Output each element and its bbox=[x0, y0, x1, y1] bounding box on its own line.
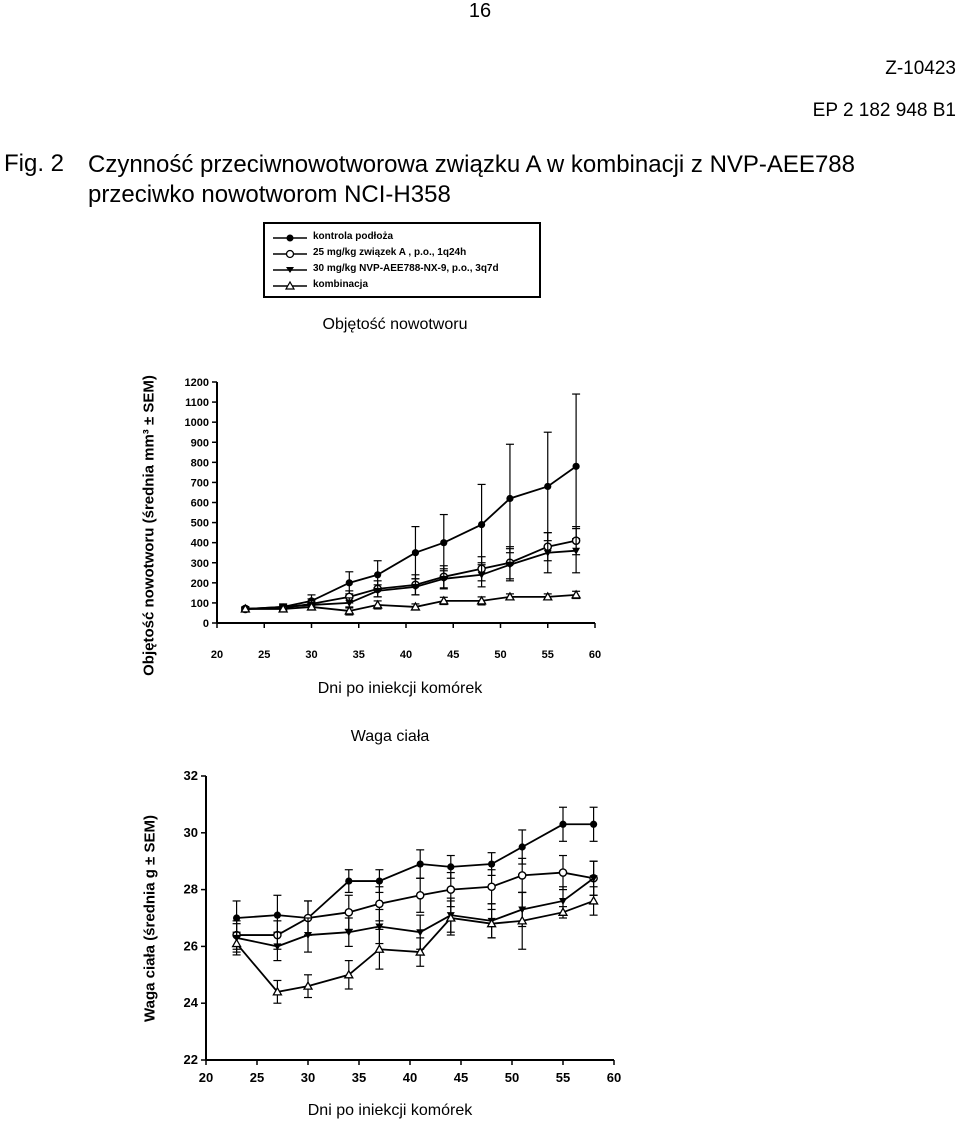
wt-x-tick-label: 45 bbox=[453, 1070, 469, 1085]
point-filled-circle bbox=[412, 549, 419, 556]
publication-number: EP 2 182 948 B1 bbox=[812, 100, 956, 121]
chart2-title: Waga ciała bbox=[350, 728, 430, 745]
point-filled-circle bbox=[573, 463, 580, 470]
vol-series-line bbox=[245, 595, 576, 611]
point-filled-circle bbox=[374, 571, 381, 578]
wt-x-tick-label: 55 bbox=[555, 1070, 571, 1085]
vol-series-0 bbox=[241, 394, 580, 612]
wt-y-tick-label: 26 bbox=[183, 938, 198, 954]
body-weight-chart bbox=[160, 764, 630, 1094]
wt-x-tick-label: 35 bbox=[351, 1070, 367, 1085]
point-open-triangle bbox=[233, 940, 241, 947]
point-filled-circle bbox=[447, 863, 454, 870]
wt-x-tick-label: 60 bbox=[606, 1070, 622, 1085]
legend-label: 30 mg/kg NVP-AEE788-NX-9, p.o., 3q7d bbox=[313, 263, 499, 274]
vol-x-tick-label: 25 bbox=[258, 649, 271, 661]
wt-x-tick-label: 20 bbox=[198, 1070, 214, 1085]
wt-y-tick-label: 28 bbox=[183, 881, 198, 897]
tumor-volume-chart bbox=[170, 368, 620, 678]
point-open-circle bbox=[345, 909, 352, 916]
wt-y-tick-label: 30 bbox=[183, 824, 198, 840]
point-open-circle bbox=[488, 883, 495, 890]
legend-label: 25 mg/kg związek A , p.o., 1q24h bbox=[313, 247, 467, 258]
vol-x-tick-label: 60 bbox=[588, 649, 602, 661]
wt-series-line bbox=[237, 873, 594, 935]
vol-y-tick-label: 0 bbox=[202, 618, 209, 630]
legend-marker-filled-triangle bbox=[271, 262, 309, 278]
document-id: Z-10423 bbox=[885, 58, 956, 79]
vol-series-1 bbox=[241, 527, 580, 613]
point-filled-circle bbox=[274, 912, 281, 919]
legend-label: kombinacja bbox=[313, 279, 369, 290]
point-filled-circle bbox=[345, 877, 352, 884]
wt-series-3 bbox=[233, 887, 598, 1003]
point-filled-circle bbox=[590, 821, 597, 828]
vol-y-tick-label: 100 bbox=[190, 597, 209, 610]
vol-y-tick-label: 900 bbox=[190, 437, 209, 450]
vol-series-2 bbox=[241, 529, 580, 613]
figure-title-line1: Czynność przeciwnowotworowa związku A w kombinacji z NVP-AEE788 bbox=[88, 151, 855, 178]
vol-y-tick-label: 1000 bbox=[184, 417, 209, 430]
vol-y-tick-label: 400 bbox=[190, 537, 209, 550]
point-filled-circle bbox=[488, 860, 495, 867]
vol-x-tick-label: 50 bbox=[494, 649, 507, 661]
point-filled-circle bbox=[346, 579, 353, 586]
point-open-circle bbox=[559, 869, 566, 876]
point-filled-circle bbox=[376, 877, 383, 884]
chart2-x-axis-label: Dni po iniekcji komórek bbox=[307, 1102, 473, 1119]
vol-y-tick-label: 300 bbox=[190, 557, 209, 570]
legend-marker-open-circle bbox=[271, 246, 309, 262]
vol-y-tick-label: 600 bbox=[190, 497, 209, 510]
wt-x-tick-label: 50 bbox=[504, 1070, 520, 1085]
chart1-x-axis-label: Dni po iniekcji komórek bbox=[317, 680, 483, 697]
vol-x-tick-label: 35 bbox=[352, 649, 365, 661]
point-filled-circle bbox=[506, 495, 513, 502]
figure-label: Fig. 2 bbox=[4, 150, 65, 177]
point-open-circle bbox=[447, 886, 454, 893]
vol-x-tick-label: 45 bbox=[447, 649, 460, 661]
wt-y-tick-label: 32 bbox=[183, 768, 198, 783]
wt-y-tick-label: 24 bbox=[183, 995, 198, 1011]
point-filled-circle bbox=[519, 843, 526, 850]
vol-y-tick-label: 700 bbox=[190, 477, 209, 490]
wt-x-tick-label: 25 bbox=[249, 1070, 265, 1085]
vol-y-tick-label: 200 bbox=[190, 577, 209, 590]
chart-legend bbox=[263, 222, 541, 298]
chart1-y-axis-label: Objętość nowotworu (średnia mm³ ± SEM) bbox=[140, 375, 158, 676]
point-open-circle bbox=[519, 872, 526, 879]
point-filled-circle bbox=[544, 483, 551, 490]
point-open-circle bbox=[376, 900, 383, 907]
point-filled-circle bbox=[559, 821, 566, 828]
vol-x-tick-label: 20 bbox=[210, 649, 224, 661]
point-filled-circle bbox=[440, 539, 447, 546]
vol-y-tick-label: 500 bbox=[190, 517, 209, 530]
chart1-title: Objętość nowotworu bbox=[322, 316, 468, 333]
vol-series-3 bbox=[241, 591, 580, 615]
wt-series-line bbox=[237, 824, 594, 918]
wt-x-tick-label: 30 bbox=[300, 1070, 316, 1085]
legend-label: kontrola podłoża bbox=[313, 231, 393, 242]
vol-y-tick-label: 800 bbox=[190, 457, 209, 470]
vol-x-tick-label: 40 bbox=[399, 649, 413, 661]
vol-x-tick-label: 55 bbox=[541, 649, 554, 661]
point-open-triangle bbox=[590, 897, 598, 904]
vol-y-tick-label: 1200 bbox=[184, 377, 209, 389]
point-filled-circle bbox=[417, 860, 424, 867]
wt-x-tick-label: 40 bbox=[402, 1070, 418, 1085]
point-open-circle bbox=[417, 892, 424, 899]
legend-marker-filled-circle bbox=[271, 230, 309, 246]
wt-y-tick-label: 22 bbox=[183, 1052, 198, 1067]
point-filled-circle bbox=[478, 521, 485, 528]
chart2-y-axis-label: Waga ciała (średnia g ± SEM) bbox=[141, 815, 159, 1022]
wt-series-line bbox=[237, 878, 594, 946]
vol-x-tick-label: 30 bbox=[305, 649, 318, 661]
vol-series-line bbox=[245, 541, 576, 609]
wt-series-1 bbox=[233, 856, 598, 950]
figure-title bbox=[88, 150, 948, 210]
figure-title-line2: przeciwko nowotworom NCI-H358 bbox=[88, 181, 451, 208]
legend-marker-open-triangle bbox=[271, 278, 309, 294]
wt-series-2 bbox=[233, 861, 598, 960]
vol-series-line bbox=[245, 551, 576, 609]
wt-series-line bbox=[237, 901, 594, 992]
vol-y-tick-label: 1100 bbox=[185, 397, 209, 410]
page-number: 16 bbox=[468, 0, 492, 22]
